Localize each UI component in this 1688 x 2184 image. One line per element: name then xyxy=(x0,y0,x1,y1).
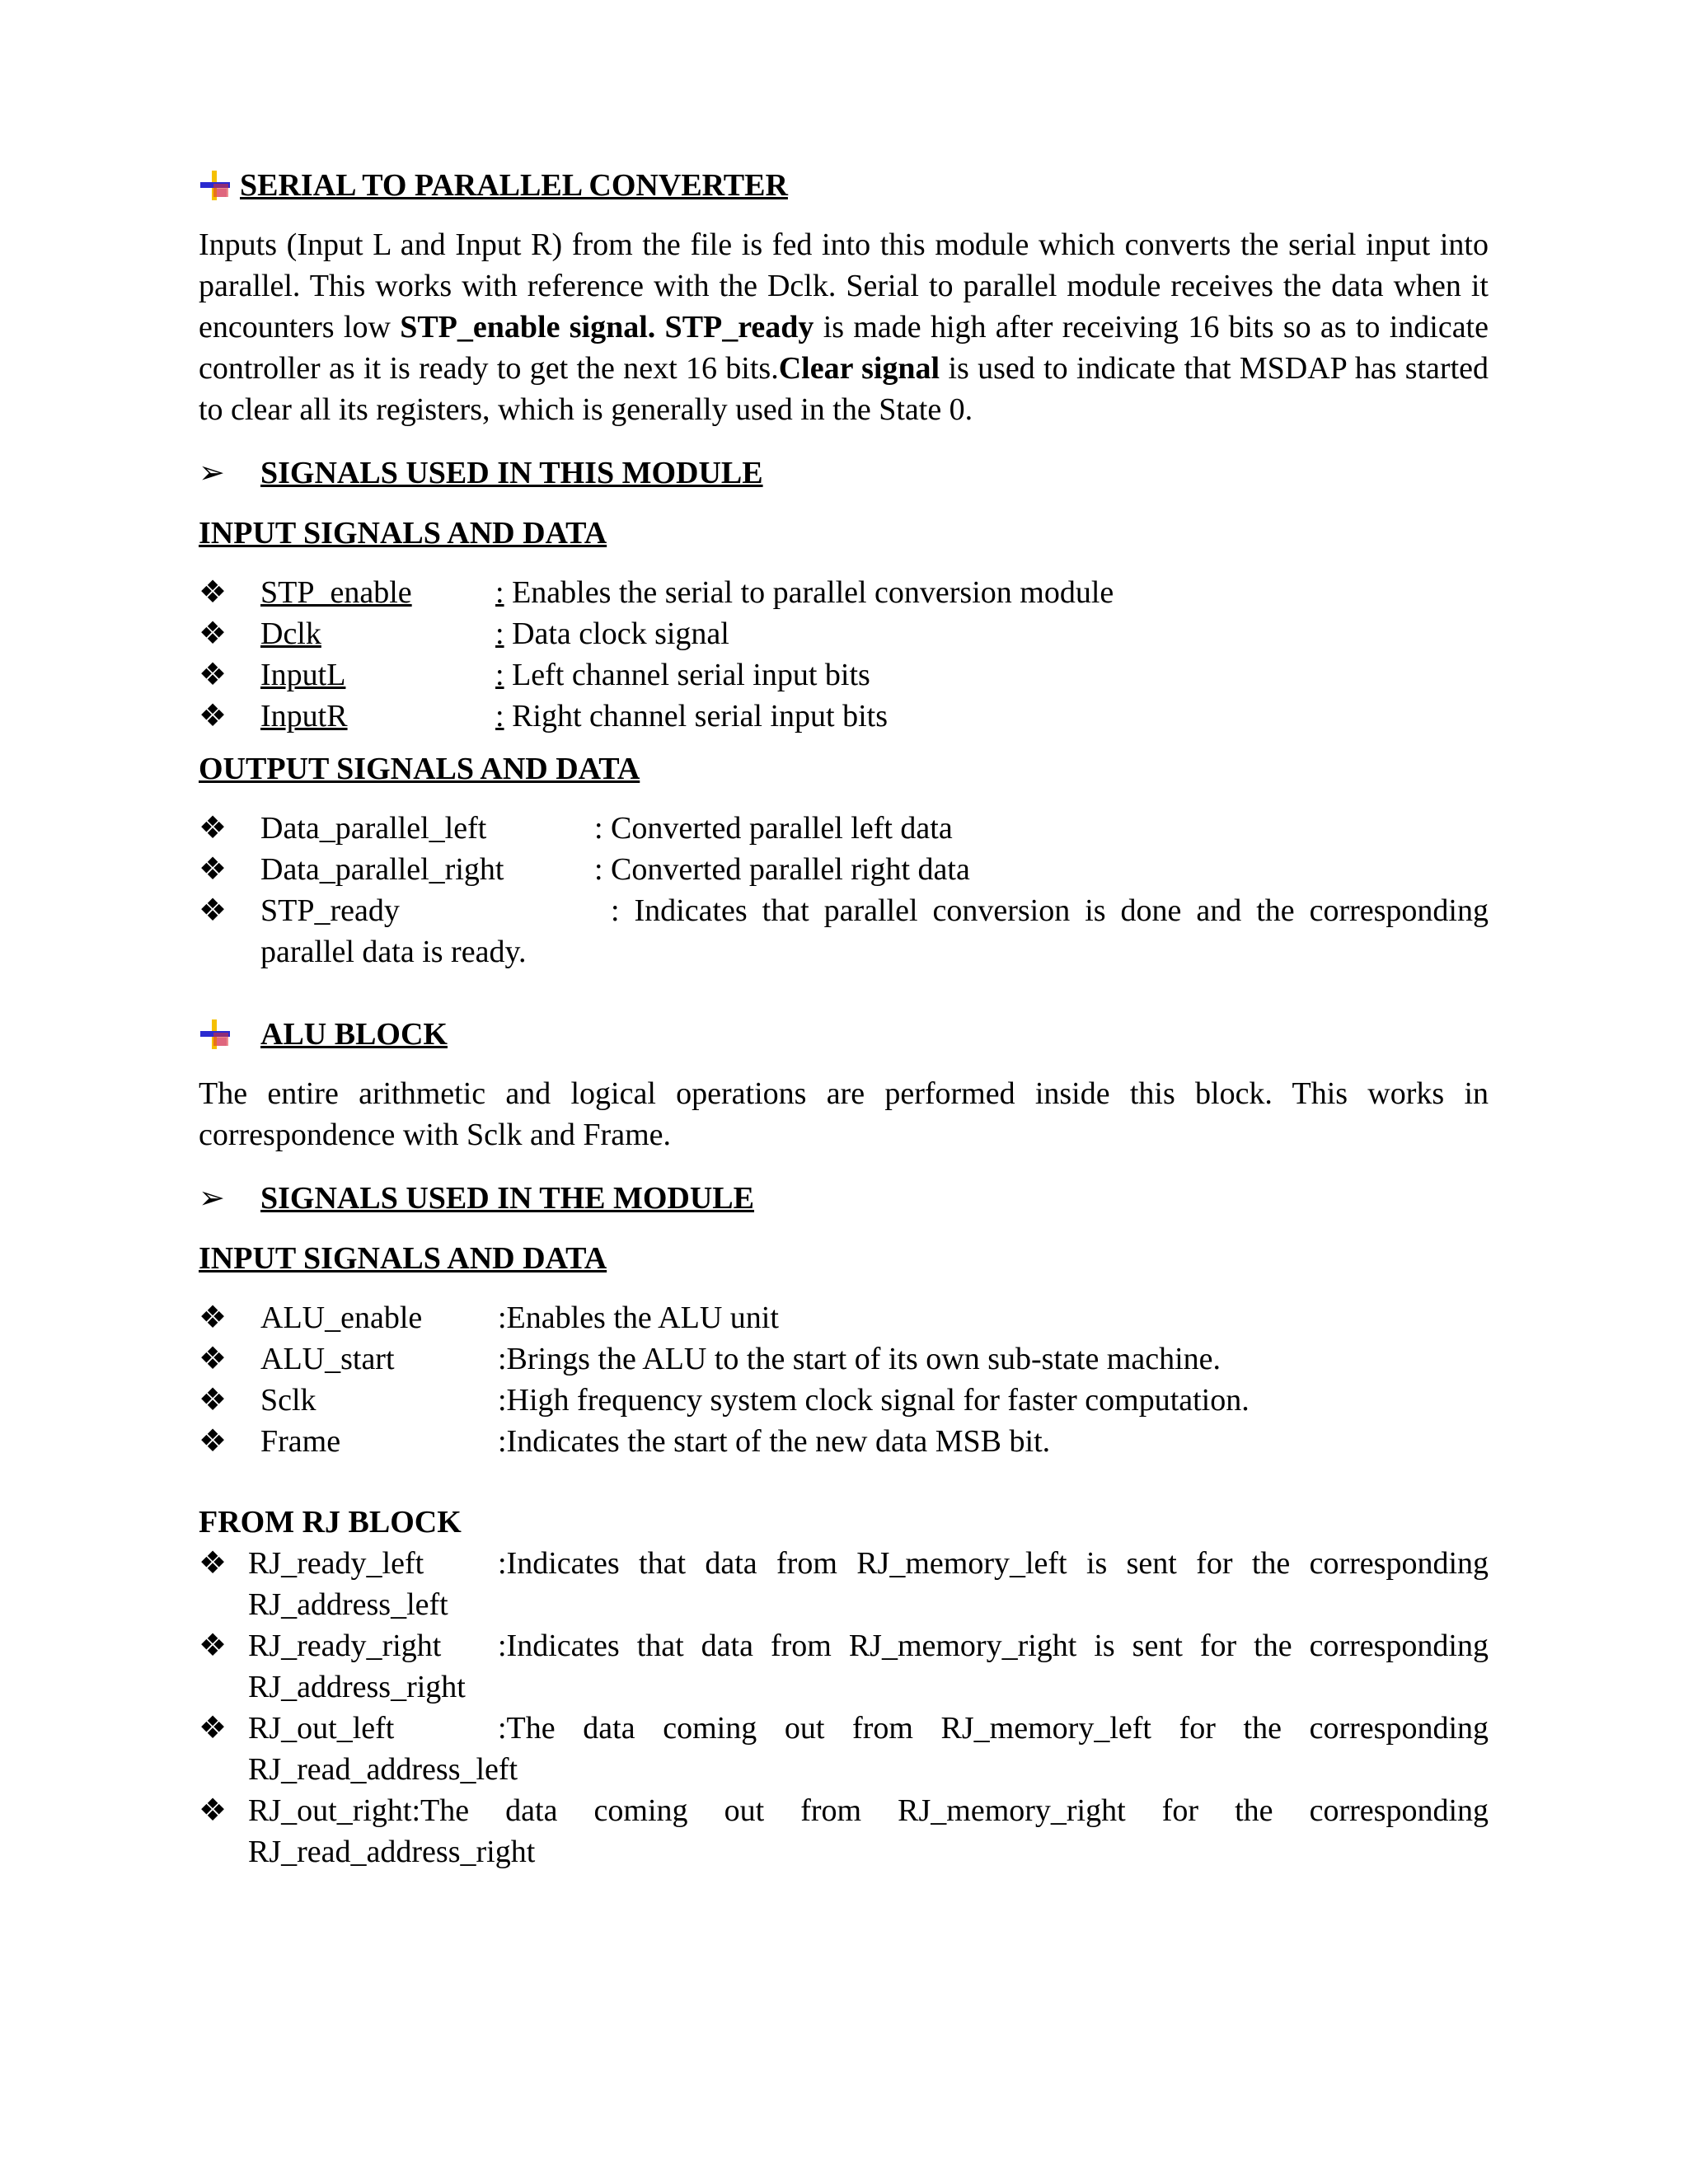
arrow-bullet-icon: ➢ xyxy=(199,456,225,490)
signal-description: : Right channel serial input bits xyxy=(495,699,888,733)
rj-block-heading: FROM RJ BLOCK xyxy=(199,1505,462,1540)
list-item xyxy=(199,849,1489,890)
para-text: Inputs (Input L and Input R) from the file is fed into this module which converts the serial input into parallel. This works with reference with the Dclk. Serial to parallel module receives the data when it encounters low xyxy=(199,227,1489,344)
input-signal-list xyxy=(199,572,1489,737)
signal-description: :The data coming out from RJ_memory_left for the corresponding xyxy=(498,1711,1489,1746)
signal-description: : Enables the serial to parallel conversion module xyxy=(495,575,1114,610)
signal-name: Frame xyxy=(260,1424,341,1459)
list-item xyxy=(199,696,1489,737)
signal-name: Data_parallel_right xyxy=(260,852,504,887)
signal-description: : Data clock signal xyxy=(495,616,729,651)
list-item-continuation xyxy=(199,1666,1489,1708)
section-heading-stp xyxy=(199,157,1489,214)
flag-bullet-icon xyxy=(199,1018,232,1051)
signal-name: ALU_enable xyxy=(260,1301,423,1335)
signals-heading xyxy=(199,1174,1489,1223)
signal-description: : Indicates that parallel conversion is done and the corresponding xyxy=(611,893,1489,928)
four-diamond-bullet-icon: ❖ xyxy=(199,1546,227,1581)
four-diamond-bullet-icon: ❖ xyxy=(199,852,227,887)
signal-description: :Enables the ALU unit xyxy=(498,1301,779,1335)
para-bold: STP_enable signal. STP_ready xyxy=(400,310,814,344)
signal-description-cont: RJ_read_address_right xyxy=(248,1835,536,1869)
input-signals-heading: INPUT SIGNALS AND DATA xyxy=(199,1241,607,1276)
list-item xyxy=(199,1625,1489,1666)
para-text: is made high after receiving 16 bits so as to indicate controller as it is ready to get the next 16 bits. xyxy=(199,310,1489,386)
list-item-continuation xyxy=(199,931,1489,972)
signal-description-cont: RJ_read_address_left xyxy=(248,1752,518,1787)
four-diamond-bullet-icon: ❖ xyxy=(199,1629,227,1663)
signal-name: InputR xyxy=(260,699,348,733)
section-paragraph xyxy=(199,224,1489,430)
signal-name: Sclk xyxy=(260,1383,316,1418)
signal-description: :Indicates that data from RJ_memory_left is sent for the corresponding xyxy=(498,1546,1489,1581)
list-item xyxy=(199,1790,1489,1831)
signal-description: : Converted parallel right data xyxy=(594,852,970,887)
signal-description: : Converted parallel left data xyxy=(594,811,953,846)
four-diamond-bullet-icon: ❖ xyxy=(199,811,227,846)
four-diamond-bullet-icon: ❖ xyxy=(199,1301,227,1335)
signal-description: :Brings the ALU to the start of its own sub-state machine. xyxy=(498,1342,1221,1376)
signal-name: ALU_start xyxy=(260,1342,395,1376)
signal-name: Dclk xyxy=(260,616,321,651)
list-item xyxy=(199,1543,1489,1584)
signal-description-cont: RJ_address_left xyxy=(248,1587,448,1622)
four-diamond-bullet-icon: ❖ xyxy=(199,1424,227,1459)
list-item xyxy=(199,572,1489,613)
signals-heading-text: SIGNALS USED IN THIS MODULE xyxy=(260,456,763,490)
list-item xyxy=(199,1708,1489,1749)
list-item xyxy=(199,1297,1489,1338)
signal-description: : Left channel serial input bits xyxy=(495,658,870,692)
signal-name: STP_enable xyxy=(260,575,412,610)
four-diamond-bullet-icon: ❖ xyxy=(199,616,227,651)
list-item xyxy=(199,808,1489,849)
list-item xyxy=(199,890,1489,931)
signal-description-cont: parallel data is ready. xyxy=(260,935,527,969)
list-item-continuation xyxy=(199,1584,1489,1625)
signal-description: :High frequency system clock signal for faster computation. xyxy=(498,1383,1250,1418)
four-diamond-bullet-icon: ❖ xyxy=(199,1711,227,1746)
four-diamond-bullet-icon: ❖ xyxy=(199,658,227,692)
document-content xyxy=(199,157,1489,1884)
signal-name: InputL xyxy=(260,658,346,692)
list-item xyxy=(199,654,1489,696)
signal-name: STP_ready xyxy=(260,893,400,928)
list-item xyxy=(199,1380,1489,1421)
signals-heading-text: SIGNALS USED IN THE MODULE xyxy=(260,1181,755,1216)
flag-bullet-icon xyxy=(199,169,232,202)
signal-description: :Indicates the start of the new data MSB bit. xyxy=(498,1424,1051,1459)
para-bold: Clear signal xyxy=(778,351,940,386)
signal-name: RJ_ready_right xyxy=(248,1629,442,1663)
output-signal-list xyxy=(199,808,1489,972)
list-item xyxy=(199,1421,1489,1462)
rj-signal-list xyxy=(199,1543,1489,1872)
list-item xyxy=(199,613,1489,654)
four-diamond-bullet-icon: ❖ xyxy=(199,1793,227,1828)
four-diamond-bullet-icon: ❖ xyxy=(199,699,227,733)
alu-input-signal-list xyxy=(199,1297,1489,1462)
signal-description: :Indicates that data from RJ_memory_right is sent for the corresponding xyxy=(498,1629,1489,1663)
signals-heading xyxy=(199,448,1489,498)
arrow-bullet-icon: ➢ xyxy=(199,1181,225,1216)
four-diamond-bullet-icon: ❖ xyxy=(199,893,227,928)
list-item xyxy=(199,1338,1489,1380)
section-heading-alu xyxy=(199,1005,1489,1063)
signal-name: RJ_out_left xyxy=(248,1711,395,1746)
four-diamond-bullet-icon: ❖ xyxy=(199,575,227,610)
four-diamond-bullet-icon: ❖ xyxy=(199,1342,227,1376)
input-signals-heading: INPUT SIGNALS AND DATA xyxy=(199,516,607,551)
list-item-continuation xyxy=(199,1831,1489,1872)
four-diamond-bullet-icon: ❖ xyxy=(199,1383,227,1418)
signal-name-and-description: RJ_out_right:The data coming out from RJ_memory_right for the corresponding xyxy=(248,1793,1489,1828)
output-signals-heading: OUTPUT SIGNALS AND DATA xyxy=(199,752,640,786)
para-text: is used to indicate that MSDAP has started to clear all its registers, which is generally used in the State 0. xyxy=(199,351,1489,427)
section-title: SERIAL TO PARALLEL CONVERTER xyxy=(240,168,788,203)
section-paragraph: The entire arithmetic and logical operations are performed inside this block. This works in correspondence with Sclk and Frame. xyxy=(199,1076,1489,1152)
signal-name: RJ_ready_left xyxy=(248,1546,424,1581)
signal-description-cont: RJ_address_right xyxy=(248,1670,466,1704)
section-title: ALU BLOCK xyxy=(260,1017,448,1052)
list-item-continuation xyxy=(199,1749,1489,1790)
signal-name: Data_parallel_left xyxy=(260,811,487,846)
